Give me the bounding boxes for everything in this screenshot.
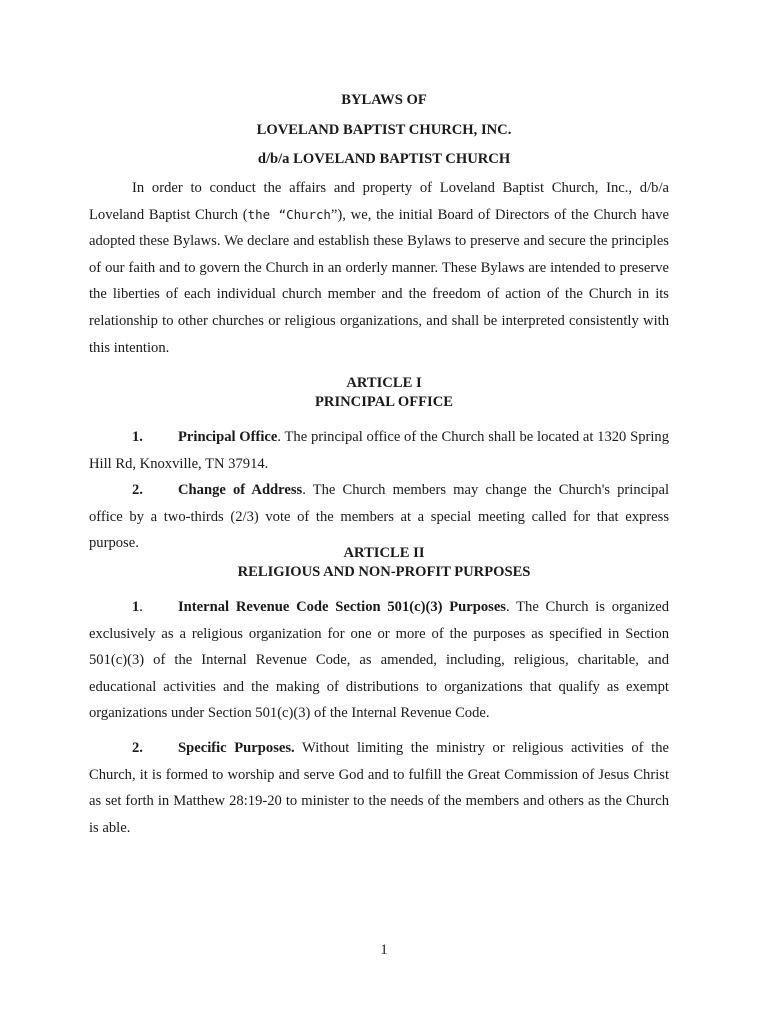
article-2-section-1 (89, 594, 669, 727)
document-title: BYLAWS OF (341, 92, 427, 108)
section-number: 1. (132, 429, 143, 445)
page-number: 1 (380, 942, 388, 958)
section-number: 2. (132, 482, 143, 498)
section-heading: Principal Office (178, 429, 278, 445)
article-2-title: RELIGIOUS AND NON-PROFIT PURPOSES (237, 564, 531, 580)
article-1-number: ARTICLE I (346, 375, 422, 391)
section-heading: Change of Address (178, 482, 303, 498)
intro-text-start: In order to conduct the affairs and property of Loveland Baptist Church, Inc., d/b/a Loveland Baptist Church ( (89, 180, 669, 223)
section-heading: Specific Purposes. (178, 740, 295, 756)
section-text: . The Church members may change the Church's principal office by a two-thirds (2/3) vote of the members at a special meeting called for that express purpose. (89, 482, 670, 552)
article-1-title: PRINCIPAL OFFICE (315, 394, 453, 410)
intro-defined-term: the “Church (247, 206, 331, 222)
section-heading: Internal Revenue Code Section 501(c)(3) Purposes (178, 599, 506, 615)
intro-text-end: ”), we, the initial Board of Directors of the Church have adopted these Bylaws. We declare and establish these Bylaws to preserve and secure the principles of our faith and to govern the Church in an orderly manner. These Bylaws are intended to preserve the liberties of each individual church member and the freedom of action of the Church in its relationship to other churches or religious organizations, and shall be interpreted consistently with this intention. (89, 206, 669, 356)
article-2-number: ARTICLE II (343, 545, 425, 561)
section-number: 2. (132, 740, 143, 756)
dba-name: d/b/a LOVELAND BAPTIST CHURCH (257, 151, 511, 167)
article-1-section-1 (89, 424, 669, 477)
section-text: . The Church is organized exclusively as a religious organization for one or more of the purposes as specified in Section 501(c)(3) of the Internal Revenue Code, as amended, including, religious, charitable, and educational activities and the making of distributions to organizations that qualify as exempt organizations under Section 501(c)(3) of the Internal Revenue Code. (89, 599, 669, 722)
section-text: Without limiting the ministry or religious activities of the Church, it is formed to worship and serve God and to fulfill the Great Commission of Jesus Christ as set forth in Matthew 28:19-20 to minister to the needs of the members and others as the Church is able. (89, 740, 669, 836)
intro-paragraph (89, 175, 669, 361)
organization-name: LOVELAND BAPTIST CHURCH, INC. (256, 122, 512, 138)
section-number: 1. (132, 599, 143, 615)
section-text: . The principal office of the Church shall be located at 1320 Spring Hill Rd, Knoxville, TN 37914. (89, 429, 670, 472)
article-2-section-2 (89, 735, 669, 841)
